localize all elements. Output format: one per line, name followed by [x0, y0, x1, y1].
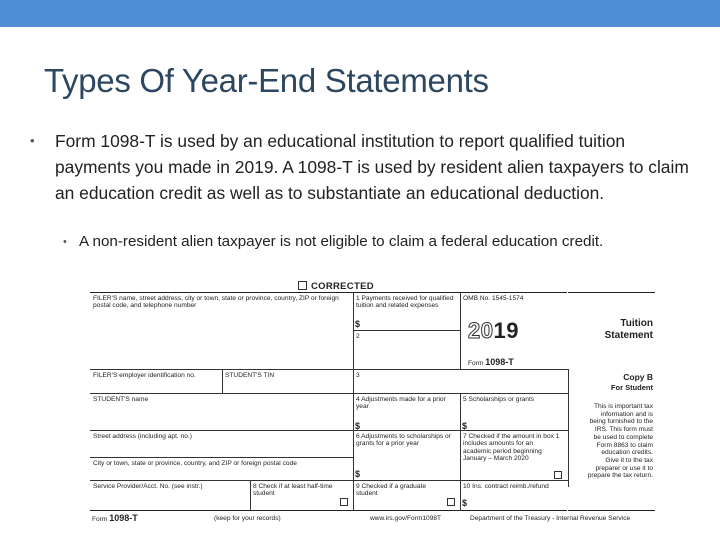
sub-bullet-text: A non-resident alien taxpayer is not eligible to claim a federal education credit.	[79, 233, 604, 250]
box6-label: 6 Adjustments to scholarships or grants for a prior year	[356, 433, 451, 448]
box7-checkbox[interactable]	[554, 471, 562, 479]
divider	[90, 457, 353, 458]
footer-form	[92, 513, 138, 523]
box9-checkbox[interactable]	[447, 498, 455, 506]
divider	[568, 369, 569, 487]
form-title: Tuition Statement	[604, 318, 653, 341]
box10-dollar: $	[462, 498, 468, 508]
filer-name-label: FILER'S name, street address, city or town, state or province, country, ZIP or foreign postal code, and telephone number	[93, 295, 339, 310]
main-bullet	[30, 128, 690, 206]
sub-bullet-dot: •	[63, 236, 67, 248]
divider	[222, 369, 223, 393]
box9-label: 9 Checked if a graduate student	[356, 483, 427, 498]
student-tin-label: STUDENT'S TIN	[225, 372, 275, 379]
for-student-label: For Student	[610, 383, 653, 392]
box3-label: 3	[356, 372, 360, 379]
omb-number: OMB No. 1545-1574	[463, 295, 524, 302]
form-1098t-image	[90, 280, 655, 524]
top-accent-band	[0, 0, 720, 27]
divider	[90, 480, 568, 481]
footer-keep: (keep for your records)	[214, 515, 281, 522]
box1-dollar: $	[355, 319, 361, 329]
divider	[353, 430, 568, 431]
box7-label: 7 Checked if the amount in box 1 includes amounts for an academic period beginning January – March 2020	[463, 433, 560, 462]
corrected-label: CORRECTED	[311, 281, 374, 292]
box1-label: 1 Payments received for qualified tuition and related expenses	[356, 295, 454, 310]
box8-label: 8 Check if at least half-time student	[253, 483, 333, 498]
box4-dollar: $	[355, 421, 361, 431]
sub-bullet	[63, 231, 663, 253]
form-number: 1098-T	[485, 357, 514, 367]
year-prefix: 20	[468, 318, 494, 343]
bullet-dot: •	[30, 133, 35, 148]
divider	[90, 369, 568, 370]
box5-label: 5 Scholarships or grants	[463, 396, 535, 403]
box10-label: 10 Ins. contract reimb./refund	[463, 483, 549, 490]
corrected-checkbox	[298, 281, 307, 290]
divider	[90, 430, 353, 431]
box2-label: 2	[356, 333, 360, 340]
divider	[460, 292, 461, 369]
footer-department: Department of the Treasury - Internal Revenue Service	[470, 515, 631, 522]
main-bullet-text: Form 1098-T is used by an educational institution to report qualified tuition payments you made in 2019. A 1098-T is used by resident alien taxpayers to claim an education credit as well as to substantiate an educational deduction.	[55, 131, 689, 203]
filer-ein-label: FILER'S employer identification no.	[93, 372, 196, 379]
copy-b-label: Copy B	[623, 372, 653, 382]
tax-year	[468, 318, 519, 344]
box5-dollar: $	[462, 421, 468, 431]
divider	[460, 393, 461, 511]
footer-url: www.irs.gov/Form1098T	[370, 515, 442, 522]
service-provider-label: Service Provider/Acct. No. (see instr.)	[93, 483, 203, 490]
divider	[567, 292, 568, 511]
divider	[353, 330, 460, 331]
form-number-label	[468, 359, 514, 367]
year-suffix: 19	[493, 318, 519, 343]
footer-form-word: Form	[92, 516, 108, 523]
slide-title: Types Of Year-End Statements	[44, 62, 489, 99]
divider	[353, 292, 354, 511]
box4-label: 4 Adjustments made for a prior year	[356, 396, 446, 411]
box8-checkbox[interactable]	[340, 498, 348, 506]
form-word: Form	[468, 360, 484, 367]
box6-dollar: $	[355, 469, 361, 479]
city-label: City or town, state or province, country, and ZIP or foreign postal code	[93, 460, 297, 467]
student-name-label: STUDENT'S name	[93, 396, 149, 403]
divider	[90, 393, 568, 394]
footer-form-number: 1098-T	[109, 513, 138, 523]
important-tax-note: This is important tax information and is being furnished to the IRS. This form must be used to complete Form 8863 to claim education credits. Give it to the tax preparer or use it to prepare the tax return.	[587, 403, 653, 480]
street-address-label: Street address (including apt. no.)	[93, 433, 192, 440]
corrected-header	[298, 281, 374, 292]
divider	[250, 480, 251, 511]
